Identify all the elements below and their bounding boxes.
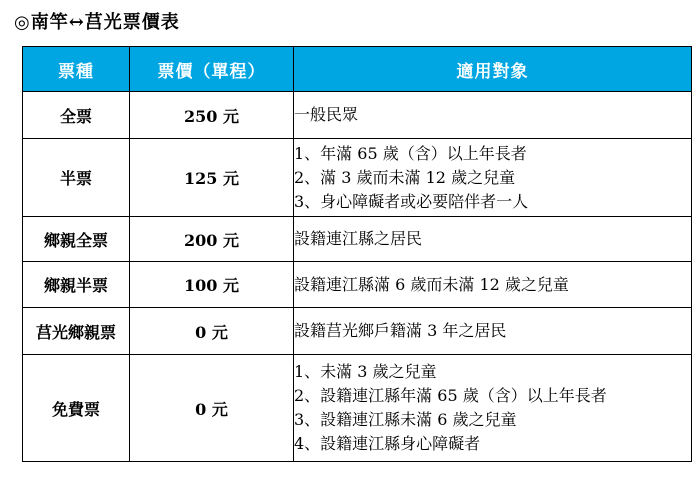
target-cell (294, 262, 692, 308)
table-row (23, 262, 692, 308)
target-line: 2、設籍連江縣年滿 65 歲（含）以上年長者 (294, 386, 607, 405)
ticket-type-cell: 全票 (23, 92, 130, 139)
target-line: 4、設籍連江縣身心障礙者 (294, 434, 481, 453)
table-row (23, 92, 692, 139)
header-ticket-type: 票種 (23, 47, 130, 92)
price-cell: 125 元 (130, 139, 294, 217)
header-price: 票價（單程） (130, 47, 294, 92)
target-line: 2、滿 3 歲而未滿 12 歲之兒童 (294, 167, 516, 187)
target-cell (294, 308, 692, 355)
target-line: 設籍莒光鄉戶籍滿 3 年之居民 (294, 321, 507, 340)
target-line: 設籍連江縣滿 6 歲而未滿 12 歲之兒童 (294, 274, 569, 294)
target-cell (294, 92, 692, 139)
table-row (23, 355, 692, 462)
target-line: 設籍連江縣之居民 (294, 229, 423, 248)
table-header-row (23, 47, 692, 92)
ticket-type-cell: 半票 (23, 139, 130, 217)
target-line: 1、未滿 3 歲之兒童 (294, 362, 437, 381)
ticket-type-cell: 鄉親全票 (23, 217, 130, 262)
target-cell (294, 139, 692, 217)
target-line: 3、身心障礙者或必要陪伴者一人 (294, 191, 529, 211)
ticket-type-cell: 免費票 (23, 355, 130, 462)
price-cell: 0 元 (130, 308, 294, 355)
price-cell: 100 元 (130, 262, 294, 308)
table-row (23, 217, 692, 262)
ticket-type-cell: 鄉親半票 (23, 262, 130, 308)
price-cell: 0 元 (130, 355, 294, 462)
header-target: 適用對象 (294, 47, 692, 92)
target-line: 一般民眾 (294, 105, 359, 124)
table-row (23, 139, 692, 217)
page-title: ◎南竿↔莒光票價表 (14, 12, 180, 33)
target-line: 1、年滿 65 歲（含）以上年長者 (294, 143, 527, 163)
table-row (23, 308, 692, 355)
price-cell: 200 元 (130, 217, 294, 262)
target-cell (294, 355, 692, 462)
price-cell: 250 元 (130, 92, 294, 139)
ticket-type-cell: 莒光鄉親票 (23, 308, 130, 355)
fare-table (22, 46, 692, 462)
target-line: 3、設籍連江縣未滿 6 歲之兒童 (294, 410, 517, 429)
target-cell (294, 217, 692, 262)
